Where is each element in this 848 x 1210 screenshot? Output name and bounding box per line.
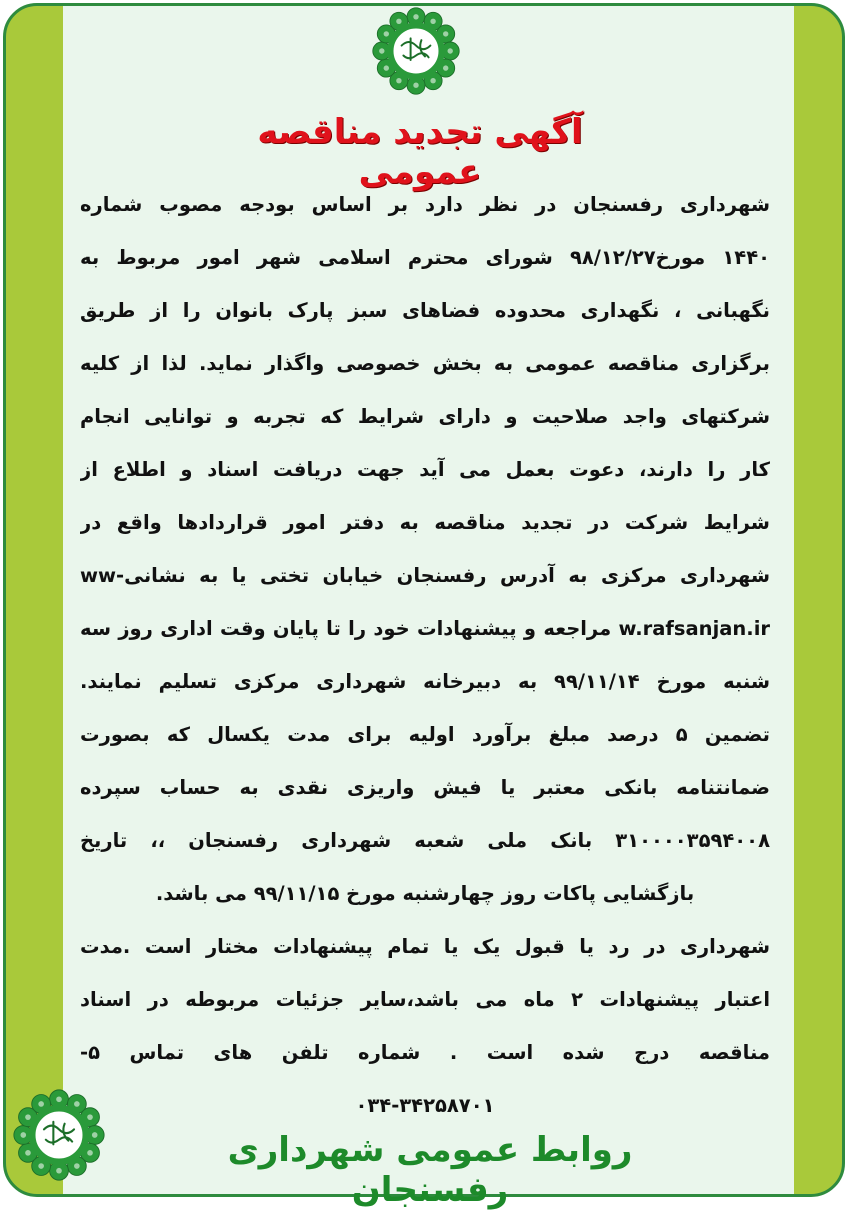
notice-line: شرکتهای واجد صلاحیت و دارای شرایط که تجربه و توانایی انجام (80, 405, 770, 428)
notice-title: آگهی تجدید مناقصه عمومی (257, 112, 583, 192)
public-relations-signature: روابط عمومی شهرداری رفسنجان (227, 1130, 633, 1210)
notice-line: برگزاری مناقصه عمومی به بخش خصوصی واگذار نماید. لذا از کلیه (80, 352, 770, 375)
notice-line: اعتبار پیشنهادات ۲ ماه می باشد،سایر جزئیات مربوطه در اسناد (80, 988, 770, 1011)
notice-line: مناقصه درج شده است . شماره تلفن های تماس ۵- (80, 1041, 770, 1064)
notice-line: ۱۴۴۰ مورخ۹۸/۱۲/۲۷ شورای محترم اسلامی شهر امور مربوط به (80, 246, 770, 269)
notice-line: شهرداری رفسنجان در نظر دارد بر اساس بودجه مصوب شماره (80, 193, 770, 216)
notice-line: شهرداری در رد یا قبول یک یا تمام پیشنهادات مختار است .مدت (80, 935, 770, 958)
notice-body (80, 178, 770, 1132)
notice-line: نگهبانی ، نگهداری محدوده فضاهای سبز پارک بانوان را از طریق (80, 299, 770, 322)
notice-line: شنبه مورخ ۹۹/۱۱/۱۴ به دبیرخانه شهرداری مرکزی تسلیم نمایند. (80, 670, 770, 693)
notice-line: کار را دارند، دعوت بعمل می آید جهت دریافت اسناد و اطلاع از (80, 458, 770, 481)
notice-line: شرایط شرکت در تجدید مناقصه به دفتر امور قراردادها واقع در (80, 511, 770, 534)
notice-line: ضمانتنامه بانکی معتبر یا فیش واریزی نقدی به حساب سپرده (80, 776, 770, 799)
municipality-emblem-footer-icon (12, 1088, 106, 1182)
notice-phone-number: ۰۳۴-۳۴۲۵۸۷۰۱ (355, 1094, 495, 1117)
notice-line-opening-date: بازگشایی پاکات روز چهارشنبه مورخ ۹۹/۱۱/۱۵ می باشد. (155, 882, 695, 905)
notice-line: تضمین ۵ درصد مبلغ برآورد اولیه برای مدت یکسال که بصورت (80, 723, 770, 746)
municipality-emblem-icon (371, 6, 461, 96)
notice-line: شهرداری مرکزی به آدرس رفسنجان خیابان تختی یا به نشانی-ww (80, 564, 770, 587)
notice-line-website: w.rafsanjan.ir مراجعه و پیشنهادات خود را تا پایان وقت اداری روز سه (80, 617, 770, 640)
notice-line-account: ۳۱۰۰۰۰۳۵۹۴۰۰۸ بانک ملی شعبه شهرداری رفسنجان ،، تاریخ (80, 829, 770, 852)
